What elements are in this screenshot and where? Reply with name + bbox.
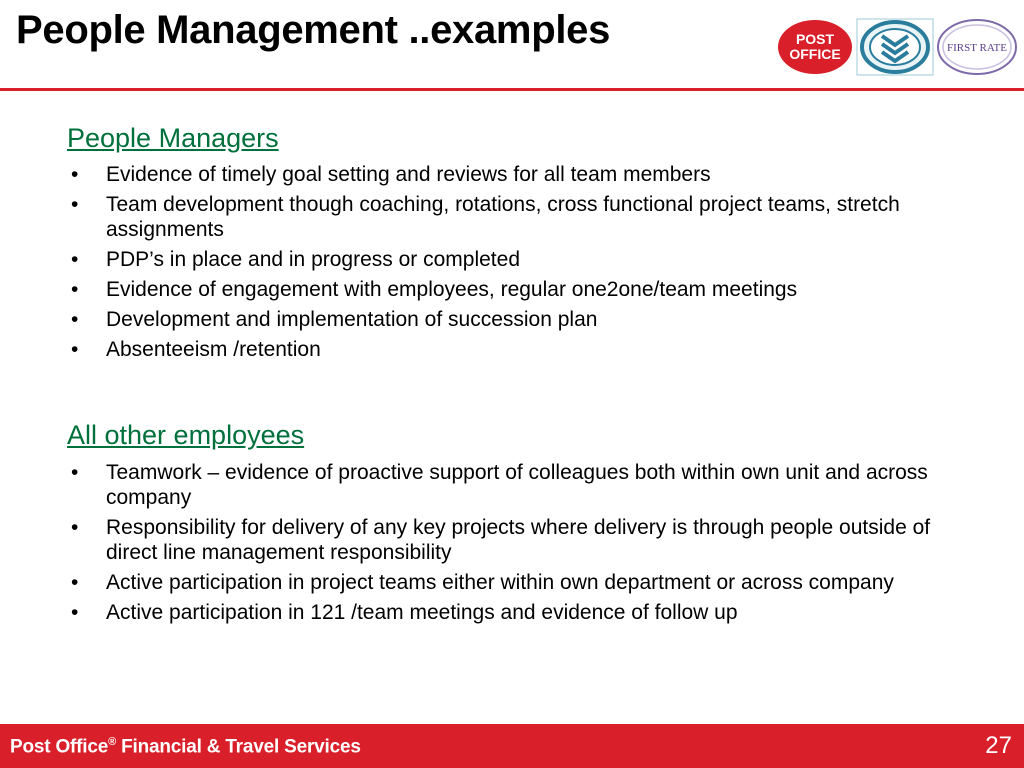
post-office-logo [776, 18, 854, 76]
footer-bar [0, 724, 1024, 768]
partner-logos [776, 18, 1018, 76]
list-item: • Absenteeism /retention [71, 338, 321, 361]
list-item: • Evidence of timely goal setting and reviews for all team members [71, 163, 711, 186]
post-office-logo-line2: OFFICE [789, 46, 841, 62]
bullet-marker-icon: • [71, 308, 79, 331]
list-item: • Responsibility for delivery of any key projects where delivery is through people outside of direct line management responsibility [71, 516, 931, 564]
bullet-marker-icon: • [71, 601, 79, 624]
bullet-marker-icon: • [71, 248, 79, 271]
page-number: 27 [985, 732, 1012, 759]
section-heading-people-managers: People Managers [67, 123, 279, 153]
bullet-marker-icon: • [71, 278, 79, 301]
people-managers-bullet-list [67, 162, 967, 367]
list-item: • Development and implementation of succession plan [71, 308, 598, 331]
list-item: • Active participation in project teams either within own department or across company [71, 571, 894, 594]
list-item: • PDP’s in place and in progress or completed [71, 248, 521, 271]
brand-suffix: Financial & Travel Services [116, 736, 361, 758]
all-other-employees-bullet-list [67, 460, 967, 630]
list-item: • Team development though coaching, rotations, cross functional project teams, stretch assignments [71, 193, 900, 241]
registered-mark: ® [108, 736, 117, 748]
bullet-marker-icon: • [71, 516, 79, 539]
list-item: • Active participation in 121 /team meetings and evidence of follow up [71, 601, 738, 624]
list-item: • Evidence of engagement with employees, regular one2one/team meetings [71, 278, 798, 301]
title-divider [0, 88, 1024, 91]
shield-chevron-logo [856, 18, 934, 76]
first-rate-logo-text: FIRST RATE [946, 42, 1008, 54]
bullet-marker-icon: • [71, 193, 79, 216]
section-heading-all-other-employees: All other employees [67, 420, 305, 450]
footer-brand [10, 736, 361, 758]
bullet-marker-icon: • [71, 461, 79, 484]
bullet-marker-icon: • [71, 571, 79, 594]
slide-title: People Management ..examples [16, 8, 611, 52]
bullet-marker-icon: • [71, 338, 79, 361]
brand-name: Post Office [10, 736, 109, 758]
bullet-marker-icon: • [71, 163, 79, 186]
list-item: • Teamwork – evidence of proactive support of colleagues both within own unit and across company [71, 461, 928, 509]
post-office-logo-line1: POST [795, 31, 835, 47]
first-rate-logo [936, 18, 1018, 76]
